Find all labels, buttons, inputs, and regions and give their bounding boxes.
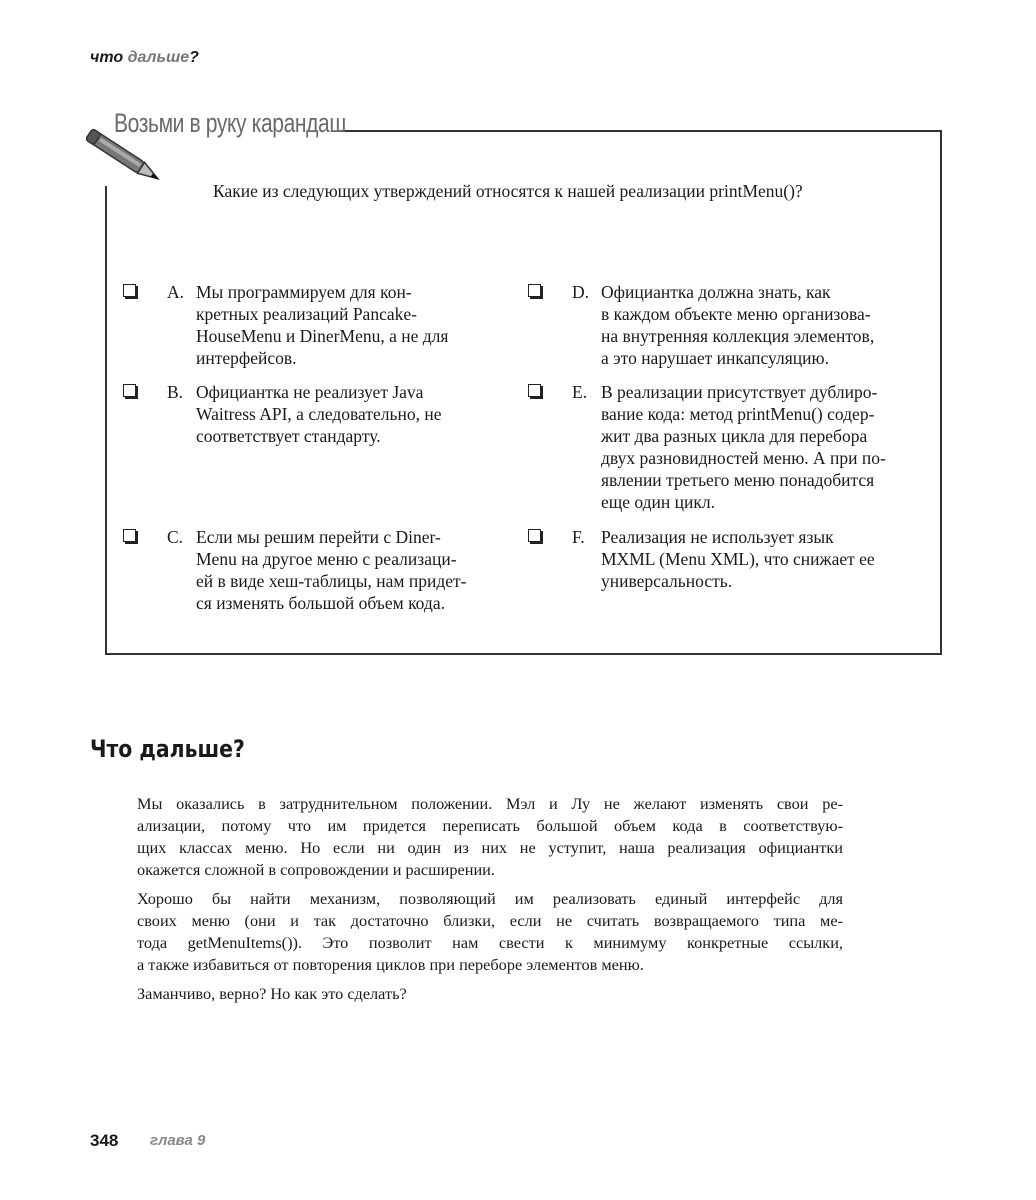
paragraph-line: Мы оказались в затруднительном положении. Мэл и Лу не желают изменять свои ре- [137,794,843,813]
box-right-border [940,130,942,654]
section-body [137,793,843,1012]
option-line: Waitress API, а следовательно, не [196,404,442,424]
option-line: соответствует стандарту. [196,426,381,446]
option-line: ей в виде хеш-таблицы, нам придет- [196,571,467,591]
running-head-accent: дальше [127,49,190,66]
paragraph-line: щих классах меню. Но если ни один из них не уступит, наша реализация официантки [137,838,843,857]
box-bottom-border [105,653,942,655]
exercise-title: Возьми в руку карандаш [114,108,346,138]
paragraph-line: Хорошо бы найти механизм, позволяющий им реализовать единый интерфейс для [137,889,843,908]
option-text [196,281,448,369]
option-line: Если мы решим перейти с Diner- [196,527,441,547]
checkbox[interactable] [123,384,136,397]
option-line: двух разновидностей меню. А при по- [601,448,886,468]
option-letter: B. [167,382,184,402]
chapter-label: глава 9 [150,1132,206,1149]
paragraph-line: окажется сложной в сопровождении и расширении. [137,860,495,879]
option-letter: C. [167,527,184,547]
option-line: Официантка должна знать, как [601,282,831,302]
option-line: Реализация не использует язык [601,527,834,547]
exercise-question: Какие из следующих утверждений относятся к нашей реализации printMenu()? [213,181,803,201]
option-line: вание кода: метод printMenu() содер- [601,404,875,424]
option-line: MXML (Menu XML), что снижает ее [601,549,875,569]
option-line: а это нарушает инкапсуляцию. [601,348,829,368]
option-text [601,526,875,592]
option-letter: A. [167,282,185,302]
option-text [196,526,466,614]
option-letter: E. [572,382,588,402]
paragraph-line: своих меню (они и так достаточно близки, если не считать возвращаемого типа ме- [137,911,843,930]
option-text [601,381,886,513]
running-head-text: что [90,49,128,66]
option-line: ся изменять большой объем кода. [196,593,445,613]
paragraph-line: тода getMenuItems()). Это позволит нам свести к минимуму конкретные ссылки, [137,933,843,952]
checkbox[interactable] [123,284,136,297]
checkbox[interactable] [528,384,541,397]
checkbox[interactable] [528,284,541,297]
option-text [196,381,442,447]
option-letter: F. [572,527,585,547]
option-line: жит два разных цикла для перебора [601,426,868,446]
paragraph [137,888,843,976]
section-heading: Что дальше? [90,735,245,763]
option-line: В реализации присутствует дублиро- [601,382,878,402]
paragraph [137,983,843,1005]
option-line: Menu на другое меню с реализаци- [196,549,457,569]
option-line: в каждом объекте меню организова- [601,304,871,324]
option-line: на внутренняя коллекция элементов, [601,326,875,346]
option-letter: D. [572,282,590,302]
paragraph-line: Заманчиво, верно? Но как это сделать? [137,984,407,1003]
option-line: HouseMenu и DinerMenu, а не для [196,326,449,346]
option-line: Мы программируем для кон- [196,282,412,302]
option-line: Официантка не реализует Java [196,382,424,402]
option-line: интерфейсов. [196,348,297,368]
option-line: явлении третьего меню понадобится [601,470,875,490]
paragraph-line: ализации, потому что им придется переписать большой объем кода в соответствую- [137,816,843,835]
box-left-border [105,186,107,654]
page-number: 348 [90,1131,119,1150]
checkbox[interactable] [123,529,136,542]
option-line: кретных реализаций Pancake- [196,304,417,324]
checkbox[interactable] [528,529,541,542]
paragraph-line: а также избавиться от повторения циклов при переборе элементов меню. [137,955,644,974]
option-text [601,281,874,369]
option-line: универсальность. [601,571,733,591]
box-top-border [340,130,942,132]
option-line: еще один цикл. [601,492,715,512]
paragraph [137,793,843,881]
running-head-qmark: ? [189,49,199,66]
running-head [90,49,199,67]
